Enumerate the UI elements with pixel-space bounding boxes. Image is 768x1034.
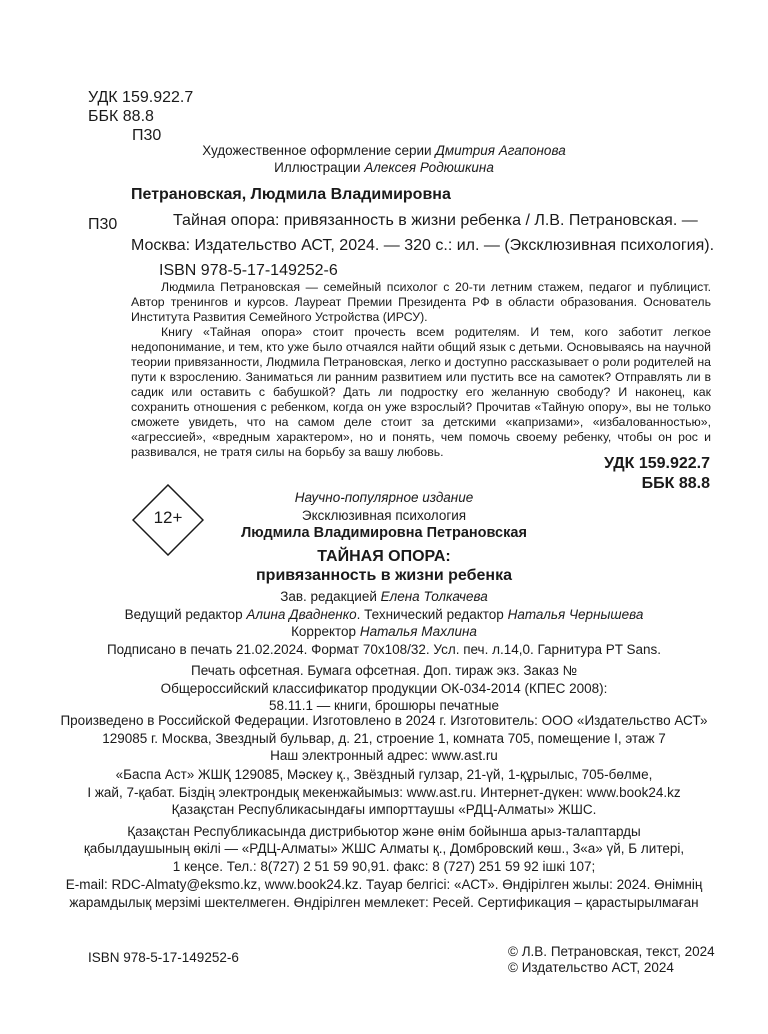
abstract-paragraph: Книгу «Тайная опора» стоит прочесть всем родителям. И тем, кого заботит легкое недопонимание, и тем, кто уже было отчаялся найти общий язык с детьми. Основываясь на научной теории привязанности, Людмила Петрановская, легко и доступно рассказывает о роли родителей на пути к взрослению. Заниматься ли ранним развитием или пустить все на самотек? Отправлять ли в садик или оставить с бабушкой? Дать ли подростку его желанную свободу? И наконец, как сохранить отношения с ребенком, когда он уже взрослый? Прочитав «Тайную опору», вы не только сможете увидеть, что на самом деле стоит за детскими «капризами», «избалованностью», «агрессией», «вредным характером», но и понять, чем помочь своему ребенку, чтобы он рос и развивался, не тратя силы на борьбу за вашу любовь.: [131, 325, 711, 459]
udk-classification-top: [88, 88, 193, 145]
bib-title-line: Тайная опора: привязанность в жизни ребенка / Л.В. Петрановская. —: [173, 212, 698, 229]
corrector-credit: Корректор Наталья Махлина: [291, 624, 477, 639]
manufacturer-line: Наш электронный адрес: www.ast.ru: [270, 748, 498, 763]
author-mark: П30: [132, 127, 162, 144]
series-name: Эксклюзивная психология: [301, 507, 467, 523]
kazakh-line: 1 кеңсе. Тел.: 8(727) 2 51 59 90,91. факс: 8 (727) 251 59 92 ішкі 107;: [172, 858, 596, 874]
classifier-line1: Общероссийский классификатор продукции ОК-034-2014 (КПЕС 2008):: [160, 680, 608, 696]
kazakh-line: Қазақстан Республикасындағы импорттаушы «РДЦ-Алматы» ЖШС.: [171, 802, 597, 817]
kazakh-info: [0, 766, 768, 875]
book-subtitle: привязанность в жизни ребенка: [256, 567, 512, 584]
copyright-line: © Л.В. Петрановская, текст, 2024: [508, 944, 715, 959]
editors-credit: Ведущий редактор Алина Двадненко. Технический редактор Наталья Чернышева: [124, 606, 644, 622]
manufacturer-line: Произведено в Российской Федерации. Изготовлено в 2024 г. Изготовитель: ООО «Издательство АСТ»: [60, 713, 708, 728]
call-mark: П30: [88, 216, 118, 233]
manufacturer-info: [0, 712, 768, 765]
series-art-credit: Художественное оформление серии Дмитрия Агапонова: [202, 143, 566, 158]
author-heading: Петрановская, Людмила Владимировна: [131, 186, 451, 203]
manufacturer-line: 129085 г. Москва, Звездный бульвар, д. 21, строение 1, комната 705, помещение I, этаж 7: [102, 730, 666, 746]
isbn-bottom: ISBN 978-5-17-149252-6: [88, 950, 239, 965]
copyright: [508, 944, 715, 976]
print-specs-line2: Печать офсетная. Бумага офсетная. Доп. тираж экз. Заказ №: [191, 663, 577, 678]
book-title: ТАЙНАЯ ОПОРА:: [317, 548, 451, 565]
kazakh-line: I жай, 7-қабат. Біздің электрондық мекенжайымыз: www.ast.ru. Интернет-дүкен: www.book24.kz: [87, 784, 681, 800]
bib-publisher-line: Москва: Издательство АСТ, 2024. — 320 с.: ил. — (Эксклюзивная психология).: [131, 237, 715, 254]
bib-isbn-line: ISBN 978-5-17-149252-6: [159, 262, 338, 279]
email-block: [0, 876, 768, 911]
bibliographic-record: [131, 208, 714, 283]
bbk-code: ББК 88.8: [88, 108, 154, 125]
print-specs-line1: Подписано в печать 21.02.2024. Формат 70x108/32. Усл. печ. л.14,0. Гарнитура PT Sans.: [106, 641, 662, 657]
age-rating-label: 12+: [153, 508, 183, 527]
udk-code: УДК 159.922.7: [88, 89, 194, 106]
illustrations-credit: Иллюстрации Алексея Родюшкина: [274, 160, 494, 175]
email-line: жарамдылық мерзімі шектелмеген. Өндірілген мемлекет: Ресей. Сертификация – қарастырылмаған: [69, 894, 699, 910]
ed-head-credit: Зав. редакцией Елена Толкачева: [280, 589, 488, 604]
imprint: [0, 489, 768, 715]
credits: [0, 142, 768, 176]
edition-type: Научно-популярное издание: [294, 490, 474, 505]
abstract-paragraph: Людмила Петрановская — семейный психолог с 20-ти летним стажем, педагог и публицист. Автор тренингов и курсов. Лауреат Премии Президента РФ в области образования. Основатель Института Развития Семейного Устройства (ИРСУ).: [131, 280, 711, 324]
email-line: E-mail: RDC-Almaty@eksmo.kz, www.book24.kz. Тауар белгісі: «АСТ». Өндірілген жылы: 2024. Өнімнің: [65, 877, 703, 892]
copyright-line: © Издательство АСТ, 2024: [508, 960, 674, 975]
bbk-code-right: ББК 88.8: [641, 475, 710, 492]
classifier-line2: 58.11.1 — книги, брошюры печатные: [268, 698, 500, 713]
imprint-author: Людмила Владимировна Петрановская: [241, 525, 527, 541]
udk-code-right: УДК 159.922.7: [604, 455, 710, 472]
kazakh-line: Қазақстан Республикасында дистрибьютор және өнім бойынша арыз-талаптарды: [127, 823, 641, 839]
kazakh-line: қабылдаушының өкілі — «РДЦ-Алматы» ЖШС Алматы қ., Домбровский көш., 3«а» үй, Б литері,: [83, 841, 685, 856]
kazakh-line: «Баспа Аст» ЖШҚ 129085, Мәскеу қ., Звёздный гулзар, 21-үй, 1-құрылыс, 705-бөлме,: [115, 767, 653, 782]
abstract: [131, 280, 711, 460]
udk-classification-right: [580, 454, 710, 494]
